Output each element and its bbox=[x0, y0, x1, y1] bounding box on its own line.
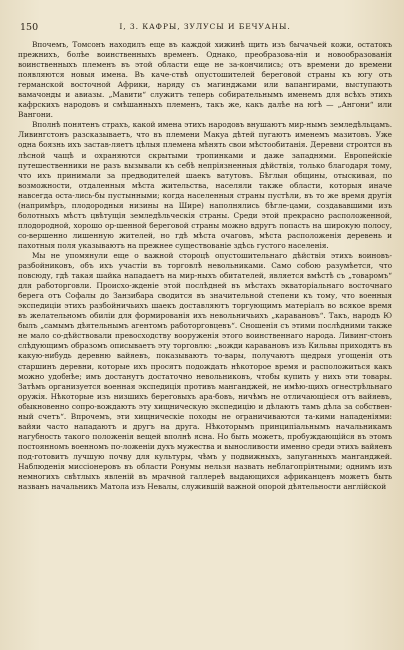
paragraph: Мы не упомянули еще о важной стороцѣ опустошительнаго дѣйствія этихъ воиновъ-разбойниковъ, объ ихъ участіи въ торговлѣ невольниками. Само собою разумѣется, что повсюду, гдѣ такая шайка нападаетъ на мир-ныхъ обитателей, является вмѣстѣ съ „товаромъ“ для работорговли. Происхо-жденіе этой послѣдней въ мѣстахъ экваторіальнаго восточнаго берега отъ Софалы до Занзибара сводится въ значительной степени къ тому, что военныя экспедиціи этихъ разбойничьихъ шаекъ доставляютъ торгующимъ матеріалъ во всякое время въ желательномъ обиліи для формированія ихъ невольничьихъ „каравановъ“. Такъ, народъ Ю былъ „самымъ дѣятельнымъ агентомъ работорговцевъ“. Сношенія съ этими послѣдними также не мало со-дѣйствовали превосходству вооруженія этого воинственнаго народа. Ливинг-стонъ слѣдующимъ образомъ описываетъ эту торговлю: „вожди каравановъ изъ Кильвы приходятъ въ какую-нибудь деревню вайяевъ, показываютъ то-вары, получаютъ щедрыя угощенія отъ старшинъ деревни, которые ихъ просятъ подождать нѣкоторое время и расположиться какъ можно удобнѣе; имъ достанутъ достаточно невольниковъ, чтобы купить у нихъ эти товары. Затѣмъ организуется военная экспедиція противъ манганджей, не имѣю-щихъ огнестрѣльнаго оружія. Нѣкоторые изъ низшихъ береговыхъ ара-бовъ, ничѣмъ не отличающіеся отъ вайяевъ, обыкновенно сопро-вождаютъ эту хищническую экспедицію и дѣлаютъ тамъ дѣла за собствен-ный счетъ“. Впрочемъ, эти хищническіе походы не ограничиваются та-кими нападеніями: вайяи часто нападаютъ и другъ на друга. Нѣкоторымъ принципіальнымъ начальникамъ нагубность такого положенія вещей вполнѣ ясна. Но быть можетъ, пробуждающійся въ этомъ постоянномъ военномъ по-ложеніи духъ мужества и выносливости именно среди этихъ вайяевъ под-готовитъ лучшую почву для культуры, чѣмъ у подвижныхъ, запуганныхъ манганджей. Наблюденія миссіонеровъ въ области Ронумы нельзя назвать неблагопріятными; однимъ изъ немногихъ свѣтлыхъ явленій въ мрачной галлереѣ выдающихся африканцевъ можетъ быть названъ начальникъ Матола изъ Невалы, служившій важной опорой дѣятельности англійской bbox=[18, 250, 392, 492]
page-header bbox=[18, 18, 392, 40]
running-head: I, 3. КАФРЫ, ЗУЛУСЫ И БЕЧУАНЫ. bbox=[119, 22, 291, 31]
paragraph: Впочемъ, Томсонъ находилъ еще въ каждой хижинѣ щить изъ бычачьей кожи, остатокъ прежнихъ, болѣе воинственныхъ временъ. Однако, преобразова-нія и новообразованія воинственныхъ племенъ въ этой области еще не за-кончились; отъ времени до времени появляются новыя имена. Въ каче-ствѣ опустошителей береговой страны къ югу отъ германской восточной Африки, наряду съ магинджами или вапангирами, выступаютъ вамачонды и авиазы. „Мавити“ служитъ теперь собирательнымъ именемъ для всѣхъ этихъ кафрскихъ народовъ и смѣшанныхъ племенъ, такъ же, какъ далѣе на югѣ — „Ангони“ или Вангони. bbox=[18, 40, 392, 120]
body-text bbox=[18, 40, 392, 492]
paragraph: Вполнѣ понятенъ страхъ, какой имена этихъ народовъ внушаютъ мир-нымъ земледѣльцамъ. Ливингстонъ разсказываетъ, что въ племени Макуа дѣтей пугаютъ именемъ мазитовъ. Уже одна боязнь ихъ застав-ляетъ цѣлыя племена мѣнять свои мѣстообитанія. Деревни строятся въ лѣсной чащѣ и охраняются скрытыми тропинками и даже западнями. Европейскіе путешественники не разъ вызывали къ себѣ непріязненныя дѣйствія, только благодаря тому, что ихъ принимали за предводителей шаекъ ватутовъ. Бѣглыя общины, отыскивая, по возможности, отдаленныя мѣста жительства, населяли также области, которыя иначе навсегда оста-лись-бы пустынными; когда населенныя страны пустѣли, въ то же время другія (напримѣръ, плодородныя низины на Шире) наполнялись бѣгле-цами, создававшими изъ болотныхъ мѣстъ цвѣтущія земледѣльческія страны. Среди этой прекрасно расположенной, плодородной, хорошо ор-шенной береговой страны можно вдругъ попасть на широкую полосу, со-вершенно лишенную жителей, но гдѣ мѣста очаговъ, мѣста расположенія деревень и пахотныя поля указываютъ на прежнее существованіе здѣсь густого населенія. bbox=[18, 120, 392, 250]
page-number: 150 bbox=[20, 22, 39, 33]
